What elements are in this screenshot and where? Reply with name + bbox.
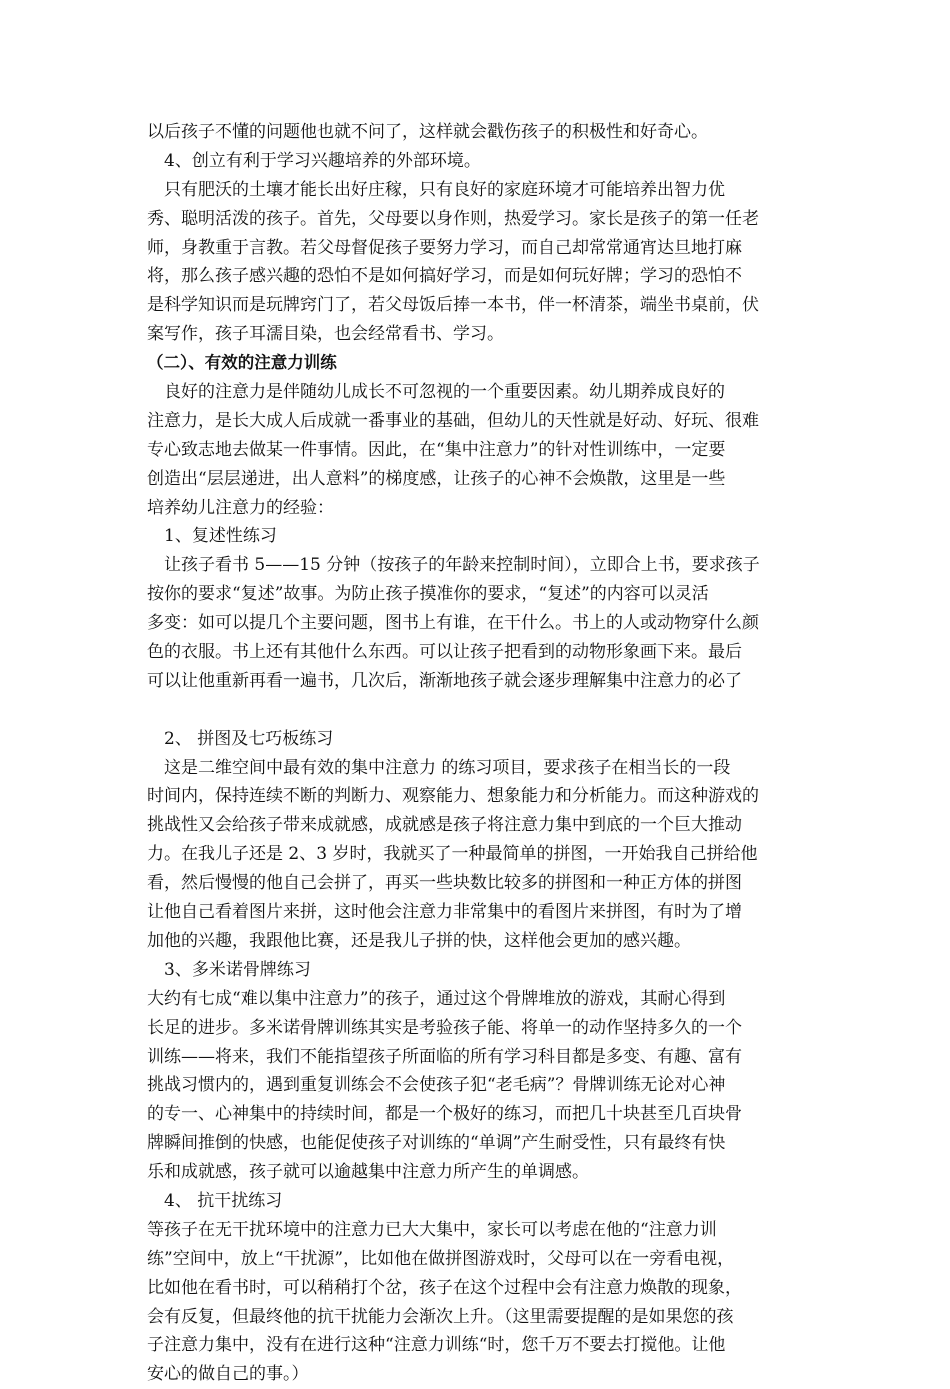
text-line: 乐和成就感，孩子就可以逾越集中注意力所产生的单调感。: [147, 1162, 589, 1183]
text-line: 良好的注意力是伴随幼儿成长不可忽视的一个重要因素。幼儿期养成良好的: [164, 382, 725, 403]
text-line: 练”空间中，放上“干扰源”，比如他在做拼图游戏时，父母可以在一旁看电视，: [147, 1248, 735, 1269]
blank-line: [147, 696, 812, 725]
text-line: 等孩子在无干扰环境中的注意力已大大集中，家长可以考虑在他的“注意力训: [147, 1219, 717, 1240]
text-line: 色的衣服。书上还有其他什么东西。可以让孩子把看到的动物形象画下来。最后: [147, 642, 742, 663]
text-line: 的专一、心神集中的持续时间，都是一个极好的练习，而把几十块甚至几百块骨: [147, 1104, 742, 1125]
text-line: 1、复述性练习: [164, 526, 277, 547]
text-line: 安心的做自己的事。）: [147, 1364, 309, 1385]
text-line: 会有反复，但最终他的抗干扰能力会渐次上升。（这里需要提醒的是如果您的孩: [147, 1306, 734, 1327]
text-line: 时间内，保持连续不断的判断力、观察能力、想象能力和分析能力。而这种游戏的: [147, 786, 759, 807]
text-line: 挑战习惯内的，遇到重复训练会不会使孩子犯“老毛病”？骨牌训练无论对心神: [147, 1075, 726, 1096]
text-line: 看，然后慢慢的他自己会拼了，再买一些块数比较多的拼图和一种正方体的拼图: [147, 873, 742, 894]
text-line: 以后孩子不懂的问题他也就不问了，这样就会戳伤孩子的积极性和好奇心。: [147, 122, 708, 142]
text-line: 挑战性又会给孩子带来成就感，成就感是孩子将注意力集中到底的一个巨大推动: [147, 815, 742, 836]
text-line: 师，身教重于言教。若父母督促孩子要努力学习，而自己却常常通宵达旦地打麻: [147, 237, 742, 258]
text-line: 注意力，是长大成人后成就一番事业的基础，但幼儿的天性就是好动、好玩、很难: [147, 410, 759, 431]
text-line: 创造出“层层递进，出人意料”的梯度感，让孩子的心神不会焕散，这里是一些: [147, 468, 726, 489]
text-line: 牌瞬间推倒的快感，也能促使孩子对训练的“单调”产生耐受性，只有最终有快: [147, 1133, 726, 1154]
text-line: 训练——将来，我们不能指望孩子所面临的所有学习科目都是多变、有趣、富有: [147, 1046, 742, 1067]
text-line: 只有肥沃的土壤才能长出好庄稼，只有良好的家庭环境才可能培养出智力优: [164, 179, 725, 200]
text-line: 秀、聪明活泼的孩子。首先，父母要以身作则，热爱学习。家长是孩子的第一任老: [147, 208, 759, 229]
text-line: 将，那么孩子感兴趣的恐怕不是如何搞好学习，而是如何玩好牌；学习的恐怕不: [147, 266, 742, 287]
text-line: 专心致志地去做某一件事情。因此，在“集中注意力”的针对性训练中，一定要: [147, 439, 726, 460]
text-line: 是科学知识而是玩牌窍门了，若父母饭后捧一本书，伴一杯清茶，端坐书桌前，伏: [147, 295, 759, 316]
text-line: 子注意力集中，没有在进行这种“注意力训练“时，您千万不要去打搅他。让他: [147, 1335, 726, 1356]
text-line: 3、多米诺骨牌练习: [164, 959, 311, 980]
text-line: 让他自己看着图片来拼，这时他会注意力非常集中的看图片来拼图，有时为了增: [147, 902, 742, 923]
text-line: 加他的兴趣，我跟他比赛，还是我儿子拼的快，这样他会更加的感兴趣。: [147, 930, 691, 951]
text-line: 4、 抗干扰练习: [164, 1190, 283, 1211]
text-line: 可以让他重新再看一遍书，几次后，渐渐地孩子就会逐步理解集中注意力的必了: [147, 670, 742, 691]
text-line: 长足的进步。多米诺骨牌训练其实是考验孩子能、将单一的动作坚持多久的一个: [147, 1017, 742, 1038]
text-line: 培养幼儿注意力的经验：: [147, 497, 334, 518]
text-line: 按你的要求“复述”故事。为防止孩子摸准你的要求，“复述”的内容可以灵活: [147, 584, 709, 605]
text-line: 案写作，孩子耳濡目染，也会经常看书、学习。: [147, 324, 504, 345]
text-line: 4、创立有利于学习兴趣培养的外部环境。: [164, 150, 481, 171]
text-line: 让孩子看书 5——15 分钟（按孩子的年龄来控制时间），立即合上书，要求孩子: [164, 555, 760, 576]
text-line: 2、 拼图及七巧板练习: [164, 728, 334, 749]
text-line: 这是二维空间中最有效的集中注意力 的练习项目，要求孩子在相当长的一段: [164, 757, 731, 778]
text-line: 大约有七成“难以集中注意力”的孩子，通过这个骨牌堆放的游戏，其耐心得到: [147, 988, 726, 1009]
text-line: 力。在我儿子还是 2、3 岁时，我就买了一种最简单的拼图，一开始我自己拼给他: [147, 844, 758, 865]
section-heading: （二）、有效的注意力训练: [147, 353, 337, 373]
text-line: 比如他在看书时，可以稍稍打个岔，孩子在这个过程中会有注意力焕散的现象，: [147, 1277, 742, 1298]
text-line: 多变：如可以提几个主要问题，图书上有谁，在干什么。书上的人或动物穿什么颜: [147, 613, 759, 634]
document-body: [147, 118, 812, 1389]
